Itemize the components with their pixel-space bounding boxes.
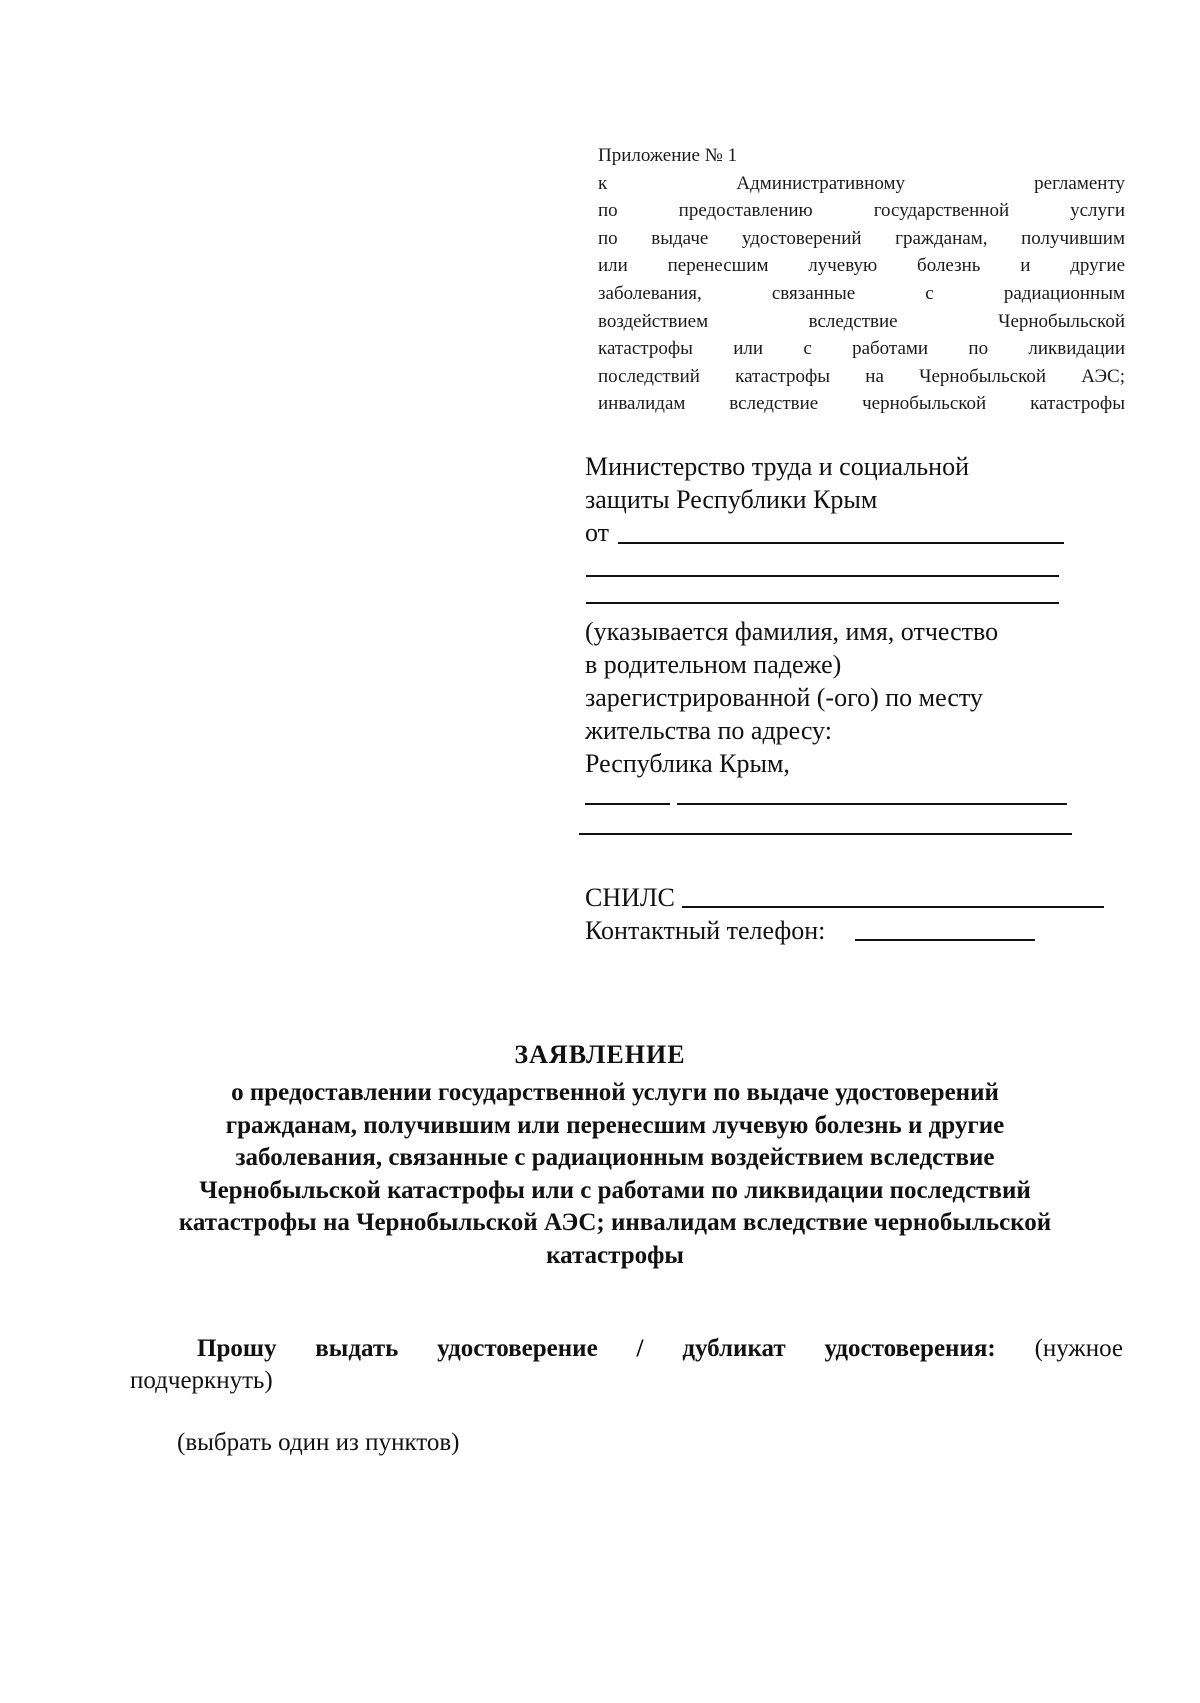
name-field-row-2 xyxy=(585,549,1145,582)
appendix-line: последствий катастрофы на Чернобыльской АЭС; xyxy=(598,365,1125,387)
applicant-name-field[interactable] xyxy=(618,542,1064,544)
appendix-line: или перенесшим лучевую болезнь и другие xyxy=(598,255,1125,277)
request-bold-text: Прошу выдать удостоверение / дубликат удостоверения: xyxy=(197,1335,996,1362)
name-hint: (указывается фамилия, имя, отчество xyxy=(585,617,999,646)
subject-line: Чернобыльской катастрофы или с работами по ликвидации последствий xyxy=(199,1176,1031,1204)
request-note-cont: подчеркнуть) xyxy=(130,1367,273,1394)
ministry-name: Министерство труда и социальной xyxy=(585,452,969,481)
from-row xyxy=(585,516,1145,549)
addressee-block xyxy=(585,450,1145,947)
registered-label-cont: жительства по адресу: xyxy=(585,716,832,745)
address-row-1 xyxy=(585,780,1145,813)
phone-label: Контактный телефон: xyxy=(585,916,826,945)
appendix-line: по выдаче удостоверений гражданам, получившим xyxy=(598,227,1125,249)
applicant-name-field-2[interactable] xyxy=(586,575,1059,577)
appendix-line: Приложение № 1 xyxy=(598,145,738,166)
name-field-row-3 xyxy=(585,582,1145,615)
applicant-name-field-3[interactable] xyxy=(586,602,1059,604)
appendix-line: катастрофы или с работами по ликвидации xyxy=(598,338,1125,360)
subject-line: заболевания, связанные с радиационным воздействием вследствие xyxy=(235,1144,995,1171)
snils-field[interactable] xyxy=(682,906,1104,908)
from-label: от xyxy=(585,518,610,547)
appendix-line: заболевания, связанные с радиационным xyxy=(598,282,1125,304)
registered-label: зарегистрированной (-ого) по месту xyxy=(585,683,983,712)
address-field-short[interactable] xyxy=(585,803,670,805)
request-paragraph xyxy=(130,1333,1123,1397)
appendix-reference xyxy=(598,142,1125,418)
document-subject xyxy=(110,1077,1120,1272)
subject-line: гражданам, получившим или перенесшим лучевую болезнь и другие xyxy=(225,1111,1005,1139)
region-label: Республика Крым, xyxy=(585,749,790,778)
spacer xyxy=(585,846,1145,879)
appendix-line: к Административному регламенту xyxy=(598,172,1125,194)
snils-label: СНИЛС xyxy=(585,883,675,912)
request-note: (нужное xyxy=(1034,1335,1123,1362)
subject-line: катастрофы на Чернобыльской АЭС; инвалидам вследствие чернобыльской xyxy=(178,1209,1052,1236)
phone-field[interactable] xyxy=(855,939,1035,941)
address-row-2 xyxy=(585,813,1145,846)
appendix-line: воздействием вследствие Чернобыльской xyxy=(598,310,1125,332)
address-field-long[interactable] xyxy=(677,803,1067,805)
address-field-2[interactable] xyxy=(579,833,1072,835)
name-hint-cont: в родительном падеже) xyxy=(585,650,842,679)
subject-line: катастрофы xyxy=(546,1241,684,1269)
request-line-1 xyxy=(130,1333,1123,1365)
choose-note: (выбрать один из пунктов) xyxy=(177,1429,460,1456)
appendix-line: по предоставлению государственной услуги xyxy=(598,200,1125,222)
document-title: ЗАЯВЛЕНИЕ xyxy=(514,1040,686,1069)
subject-line: о предоставлении государственной услуги по выдаче удостоверений xyxy=(231,1079,999,1106)
appendix-line: инвалидам вследствие чернобыльской катастрофы xyxy=(598,393,1125,415)
phone-row xyxy=(585,914,1145,947)
snils-row xyxy=(585,881,1145,914)
ministry-name-cont: защиты Республики Крым xyxy=(585,485,878,514)
